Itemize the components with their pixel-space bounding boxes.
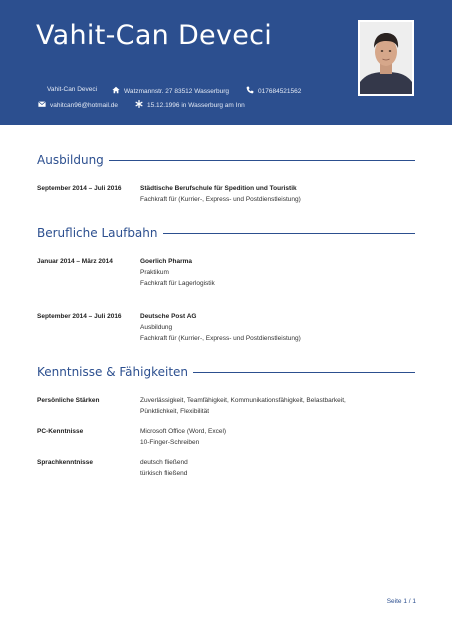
section-divider [146, 233, 415, 234]
entry-line: Praktikum [140, 269, 169, 276]
entry-line: Fachkraft für (Kurrier-, Express- und Postdienstleistung) [140, 335, 301, 342]
contact-birth [135, 100, 245, 109]
skill-line: Zuverlässigkeit, Teamfähigkeit, Kommunikationsfähigkeit, Belastbarkeit, [140, 397, 346, 404]
skill-line: 10-Finger-Schreiben [140, 439, 200, 446]
phone-icon [246, 86, 254, 94]
section-laufbahn [37, 226, 415, 242]
entry-line: Ausbildung [140, 324, 173, 331]
entry-date: Januar 2014 – März 2014 [37, 258, 113, 265]
skill-label: Sprachkenntnisse [37, 459, 93, 466]
birth-text: 15.12.1996 in Wasserburg am Inn [147, 102, 245, 109]
entry-date: September 2014 – Juli 2016 [37, 313, 122, 320]
skill-line: Microsoft Office (Word, Excel) [140, 428, 227, 435]
skill-label: Persönliche Stärken [37, 397, 100, 404]
email-text: vahitcan96@hotmail.de [50, 102, 119, 109]
profile-photo [358, 20, 414, 96]
contact-email [38, 100, 118, 109]
section-ausbildung [37, 153, 415, 169]
entry-title: Deutsche Post AG [140, 313, 197, 320]
home-icon [112, 86, 120, 94]
skill-line: türkisch fließend [140, 470, 188, 477]
entry-title: Goerlich Pharma [140, 258, 193, 265]
mail-icon [38, 100, 46, 108]
section-title: Berufliche Laufbahn [37, 226, 163, 240]
skill-line: deutsch fließend [140, 459, 188, 466]
section-title: Ausbildung [37, 153, 109, 167]
header-banner [0, 0, 452, 125]
entry-line: Fachkraft für Lagerlogistik [140, 280, 215, 287]
section-kenntnisse [37, 365, 415, 381]
asterisk-icon [135, 100, 143, 108]
entry-line: Fachkraft für (Kurrier-, Express- und Postdienstleistung) [140, 196, 301, 203]
person-name: Vahit-Can Deveci [36, 20, 273, 51]
section-title: Kenntnisse & Fähigkeiten [37, 365, 193, 379]
section-divider [104, 160, 415, 161]
entry-title: Städtische Berufschule für Spedition und Touristik [140, 185, 297, 192]
page-number: Seite 1 / 1 [386, 598, 416, 605]
portrait-image [360, 22, 412, 94]
contact-phone [246, 86, 301, 95]
contact-name-text: Vahit-Can Deveci [47, 86, 98, 93]
entry-date: September 2014 – Juli 2016 [37, 185, 122, 192]
address-text: Watzmannstr. 27 83512 Wasserburg [124, 88, 230, 95]
contact-address [112, 86, 229, 95]
skill-line: Pünktlichkeit, Flexibilität [140, 408, 209, 415]
section-divider [169, 372, 415, 373]
contact-name [47, 86, 97, 93]
phone-text: 017684521562 [258, 88, 302, 95]
skill-label: PC-Kenntnisse [37, 428, 84, 435]
